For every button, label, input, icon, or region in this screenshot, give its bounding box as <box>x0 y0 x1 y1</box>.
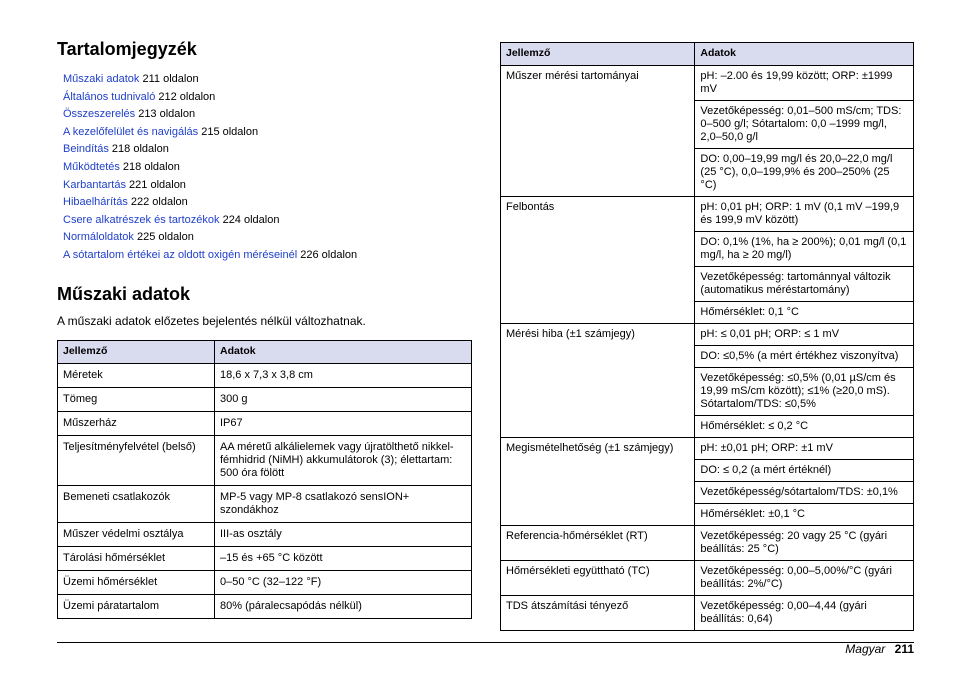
feature-cell: Teljesítményfelvétel (belső) <box>58 435 215 485</box>
data-cell: 80% (páralecsapódás nélkül) <box>215 594 472 618</box>
table-row <box>501 561 914 596</box>
data-cell: Vezetőképesség: 20 vagy 25 °C (gyári beállítás: 25 °C) <box>695 526 914 561</box>
data-cell: 18,6 x 7,3 x 3,8 cm <box>215 363 472 387</box>
footer-language: Magyar <box>845 642 886 656</box>
toc-link[interactable]: A kezelőfelület és navigálás <box>63 125 199 138</box>
table-row <box>58 411 472 435</box>
feature-cell: Műszerház <box>58 411 215 435</box>
toc-item <box>63 124 473 142</box>
toc-link[interactable]: Karbantartás <box>63 178 126 191</box>
table-row <box>58 363 472 387</box>
toc-title: Tartalomjegyzék <box>57 39 197 59</box>
table-row <box>58 546 472 570</box>
feature-cell: Bemeneti csatlakozók <box>58 485 215 522</box>
toc-link[interactable]: Műszaki adatok <box>63 73 140 85</box>
feature-cell: Tömeg <box>58 387 215 411</box>
specs-table-continued <box>500 42 914 631</box>
toc-link[interactable]: Összeszerelés <box>63 108 136 121</box>
feature-cell: Műszer védelmi osztálya <box>58 522 215 546</box>
toc-link[interactable]: Csere alkatrészek és tartozékok <box>63 213 220 226</box>
table-row <box>58 435 472 485</box>
data-cell: pH: 0,01 pH; ORP: 1 mV (0,1 mV –199,9 és 199,9 mV között) <box>695 197 914 232</box>
table-row <box>58 387 472 411</box>
data-cell: DO: ≤ 0,2 (a mért értéknél) <box>695 460 914 482</box>
data-cell: IP67 <box>215 411 472 435</box>
feature-cell: TDS átszámítási tényező <box>501 596 695 631</box>
toc-item <box>63 194 473 212</box>
data-cell: Vezetőképesség: ≤0,5% (0,01 µS/cm és 19,99 mS/cm között); ≤1% (≥20,0 mS). Sótartalom/TDS: ≤0,5% <box>695 368 914 416</box>
data-cell: MP-5 vagy MP-8 csatlakozó sensION+ szondákhoz <box>215 485 472 522</box>
data-cell: Vezetőképesség: 0,00–5,00%/°C (gyári beállítás: 2%/°C) <box>695 561 914 596</box>
feature-cell: Megismételhetőség (±1 számjegy) <box>501 438 695 526</box>
toc-item <box>63 141 473 159</box>
data-cell: Vezetőképesség: 0,00–4,44 (gyári beállítás: 0,64) <box>695 596 914 631</box>
data-cell: 300 g <box>215 387 472 411</box>
data-cell: pH: –2.00 és 19,99 között; ORP: ±1999 mV <box>695 66 914 101</box>
toc-item <box>63 89 473 107</box>
toc-page-ref: 226 oldalon <box>297 248 358 261</box>
data-cell: Hőmérséklet: ≤ 0,2 °C <box>695 416 914 438</box>
specs-intro: A műszaki adatok előzetes bejelentés nélkül változhatnak. <box>57 313 366 328</box>
data-cell: Hőmérséklet: ±0,1 °C <box>695 504 914 526</box>
footer-divider <box>57 642 914 643</box>
data-cell: Vezetőképesség/sótartalom/TDS: ±0,1% <box>695 482 914 504</box>
table-header-row <box>58 340 472 363</box>
toc-item <box>63 247 473 265</box>
data-cell: pH: ≤ 0,01 pH; ORP: ≤ 1 mV <box>695 324 914 346</box>
table-row <box>501 526 914 561</box>
table-row <box>501 66 914 101</box>
data-cell: AA méretű alkálielemek vagy újratölthető nikkel-fémhidrid (NiMH) akkumulátorok (3); élettartam: 500 óra fölött <box>215 435 472 485</box>
data-cell: DO: ≤0,5% (a mért értékhez viszonyítva) <box>695 346 914 368</box>
right-column <box>500 42 914 631</box>
table-row <box>58 522 472 546</box>
feature-cell: Mérési hiba (±1 számjegy) <box>501 324 695 438</box>
table-row <box>58 570 472 594</box>
toc-page-ref: 225 oldalon <box>133 231 194 244</box>
header-data: Adatok <box>695 43 914 66</box>
toc-item <box>63 229 473 247</box>
toc-item <box>63 71 473 89</box>
feature-cell: Tárolási hőmérséklet <box>58 546 215 570</box>
feature-cell: Méretek <box>58 363 215 387</box>
toc-page-ref: 221 oldalon <box>125 178 186 191</box>
feature-cell: Referencia-hőmérséklet (RT) <box>501 526 695 561</box>
toc-list <box>63 71 473 265</box>
specs-table <box>57 340 472 619</box>
left-column <box>57 38 473 619</box>
toc-link[interactable]: A sótartalom értékei az oldott oxigén méréseinél <box>63 248 298 261</box>
data-cell: III-as osztály <box>215 522 472 546</box>
toc-link[interactable]: Beindítás <box>63 143 109 156</box>
toc-page-ref: 218 oldalon <box>119 160 180 173</box>
toc-item <box>63 212 473 230</box>
toc-item <box>63 177 473 195</box>
toc-page-ref: 224 oldalon <box>219 213 280 226</box>
specs-title: Műszaki adatok <box>57 283 191 304</box>
header-feature: Jellemző <box>501 43 695 66</box>
data-cell: Vezetőképesség: 0,01–500 mS/cm; TDS: 0–500 g/l; Sótartalom: 0,0 –1999 mg/l, 2,0–50,0 g/l <box>695 101 914 149</box>
data-cell: 0–50 °C (32–122 °F) <box>215 570 472 594</box>
table-row <box>501 596 914 631</box>
data-cell: DO: 0,00–19,99 mg/l és 20,0–22,0 mg/l (25 °C), 0,0–199,9% és 200–250% (25 °C) <box>695 149 914 197</box>
feature-cell: Hőmérsékleti együttható (TC) <box>501 561 695 596</box>
toc-page-ref: 222 oldalon <box>127 196 188 209</box>
page-footer <box>845 642 914 656</box>
data-cell: pH: ±0,01 pH; ORP: ±1 mV <box>695 438 914 460</box>
toc-link[interactable]: Hibaelhárítás <box>63 196 128 209</box>
toc-page-ref: 218 oldalon <box>108 143 169 156</box>
table-row <box>501 324 914 346</box>
feature-cell: Műszer mérési tartományai <box>501 66 695 197</box>
header-data: Adatok <box>215 340 472 363</box>
toc-item <box>63 159 473 177</box>
toc-link[interactable]: Általános tudnivaló <box>63 90 156 103</box>
data-cell: DO: 0,1% (1%, ha ≥ 200%); 0,01 mg/l (0,1 mg/l, ha ≥ 20 mg/l) <box>695 232 914 267</box>
toc-page-ref: 212 oldalon <box>155 90 216 103</box>
header-feature: Jellemző <box>58 340 215 363</box>
data-cell: –15 és +65 °C között <box>215 546 472 570</box>
table-header-row <box>501 43 914 66</box>
table-row <box>58 594 472 618</box>
feature-cell: Felbontás <box>501 197 695 324</box>
data-cell: Hőmérséklet: 0,1 °C <box>695 302 914 324</box>
toc-page-ref: 211 oldalon <box>139 73 199 85</box>
toc-page-ref: 213 oldalon <box>135 108 196 121</box>
toc-item <box>63 106 473 124</box>
table-row <box>501 197 914 232</box>
feature-cell: Üzemi páratartalom <box>58 594 215 618</box>
toc-link[interactable]: Működtetés <box>63 160 120 173</box>
table-row <box>501 438 914 460</box>
data-cell: Vezetőképesség: tartománnyal változik (automatikus méréstartomány) <box>695 267 914 302</box>
toc-page-ref: 215 oldalon <box>198 125 259 138</box>
table-row <box>58 485 472 522</box>
feature-cell: Üzemi hőmérséklet <box>58 570 215 594</box>
toc-link[interactable]: Normáloldatok <box>63 231 134 244</box>
page-number: 211 <box>894 642 914 656</box>
